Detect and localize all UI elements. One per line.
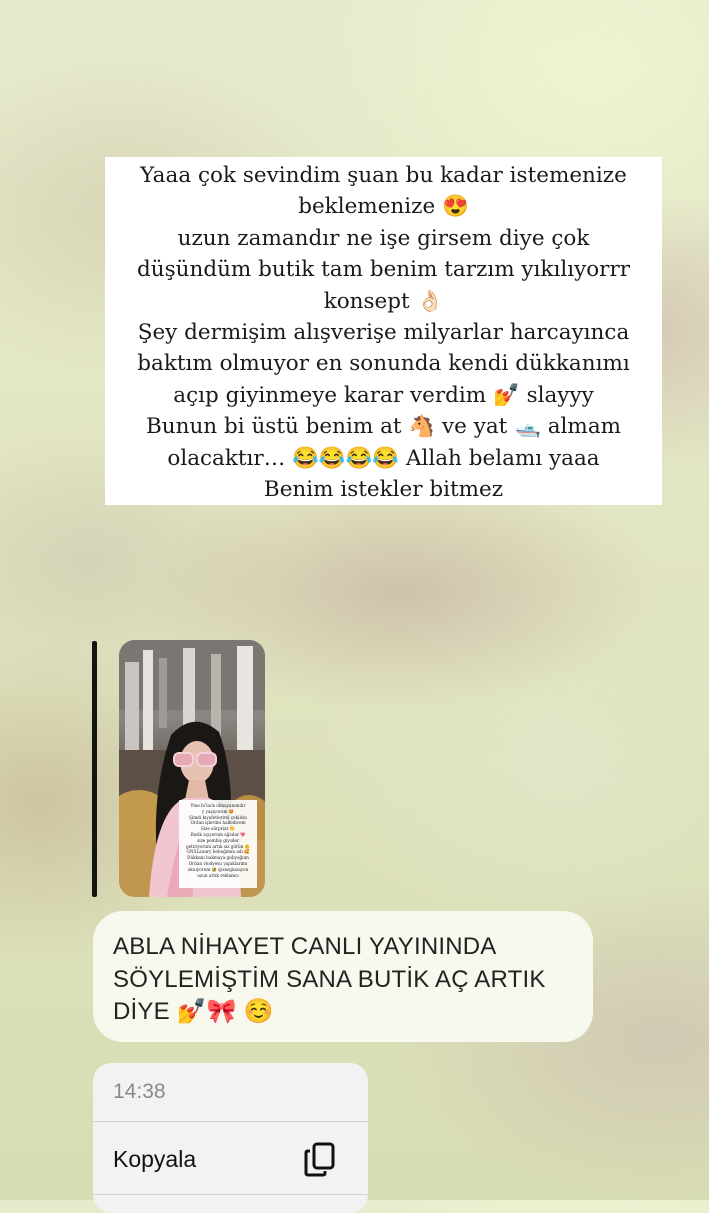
story-reply-thumbnail[interactable] <box>119 640 265 897</box>
caption-line: Size sürprizz 🤭 <box>200 826 236 832</box>
caption-line: Butik açıyorum ağzılar 💖 <box>190 831 246 837</box>
caption-line: GNSLaunry bebeğimin adı 🥰 <box>186 849 250 855</box>
message-context-menu <box>93 1063 368 1213</box>
caption-line: getiriyorum artık siz görün 🤫 <box>186 843 250 849</box>
story-line: konsept 👌🏻 <box>323 288 444 314</box>
story-line: Şey dermişim alışverişe milyarlar harcayınca <box>137 320 630 346</box>
story-line: uzun zamandır ne işe girsem diye çok <box>177 225 590 251</box>
caption-line: y yaşıyorum 🤩 <box>201 808 235 814</box>
copy-icon <box>303 1142 337 1178</box>
message-bubble[interactable] <box>93 911 593 1042</box>
story-line: düşündüm butik tam benim tarzım yıkılıyorrr <box>136 257 631 283</box>
message-line: SÖYLEMİŞTİM SANA BUTİK AÇ ARTIK <box>113 965 546 993</box>
story-line: beklemenize 😍 <box>298 194 469 220</box>
menu-divider <box>93 1194 368 1195</box>
caption-line: Ordan vlodyesu yapıklarımı <box>188 860 248 866</box>
copy-menu-item[interactable] <box>93 1122 368 1194</box>
caption-line: Şimdi kıyafetlerimi çekilsin <box>188 814 247 820</box>
story-thumbnail-caption <box>179 800 257 888</box>
story-line: olacaktır… 😂😂😂😂 Allah belamı yaaa <box>167 445 600 471</box>
story-line: baktım olmuyor en sonunda kendi dükkanımı <box>137 351 630 377</box>
caption-line: Dükkanı bakmaya gidiyoğum <box>187 855 249 861</box>
message-timestamp: 14:38 <box>113 1080 166 1103</box>
story-line: Bunun bi üstü benim at 🐴 ve yat 🛥️ almam <box>145 414 622 440</box>
story-text-card <box>105 157 662 505</box>
caption-line: Yine bi'lack olmayanımdır <box>190 803 246 808</box>
caption-line: size pembiş giysiler <box>197 837 239 843</box>
story-line: Yaaa çok sevindim şuan bu kadar istemenize <box>140 163 627 188</box>
message-line: DİYE 💅🎀 ☺️ <box>113 998 274 1025</box>
caption-line: okuıyorum 🤣 @sezginzayon <box>187 866 249 872</box>
story-line: açıp giyinmeye karar verdim 💅 slayyy <box>173 382 594 408</box>
story-line: Benim istekler bitmez <box>263 477 504 503</box>
message-line: ABLA NİHAYET CANLI YAYININDA <box>113 933 497 960</box>
caption-line: uzun artık reklamcı <box>197 872 239 878</box>
copy-label: Kopyala <box>113 1146 197 1172</box>
caption-line: Ordan işlerimi halledicem <box>190 820 246 826</box>
reply-indicator-bar <box>92 641 97 897</box>
